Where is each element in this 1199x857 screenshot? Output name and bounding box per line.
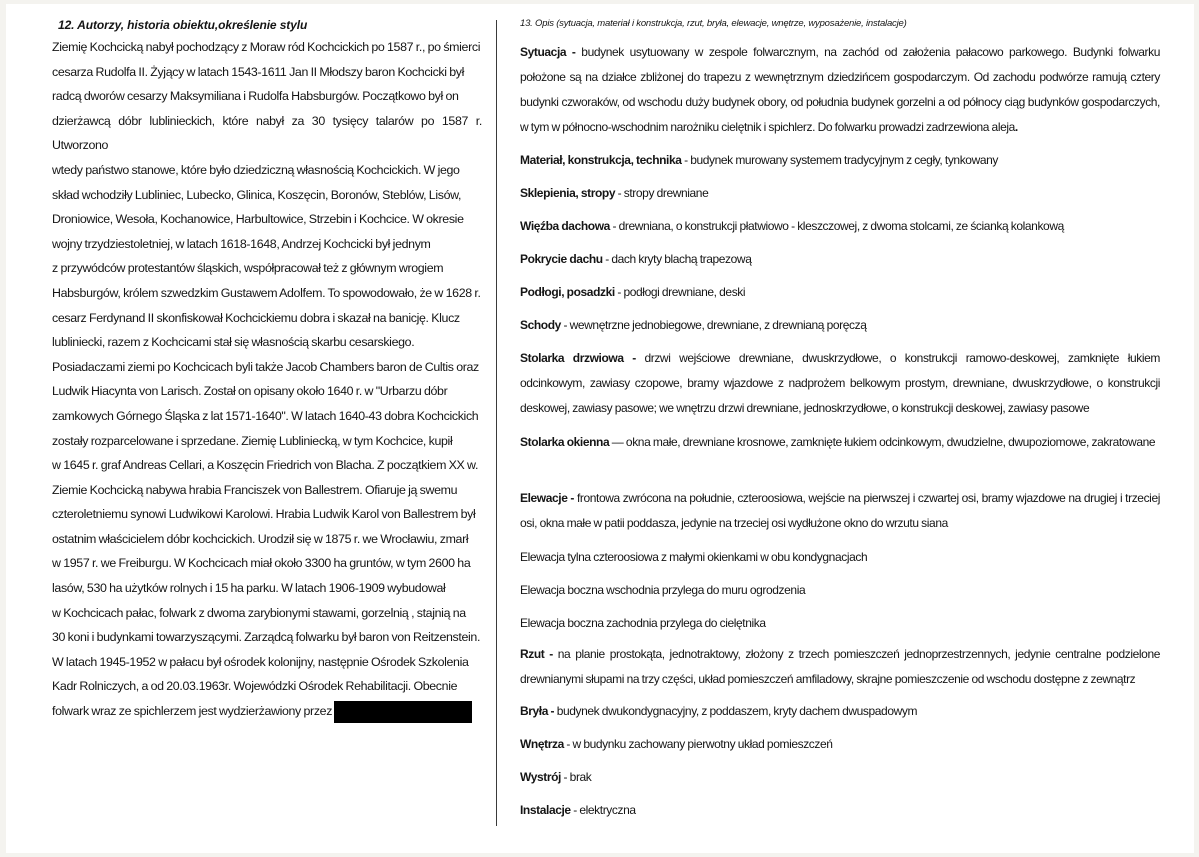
entry-text: na planie prostokąta, jednotraktowy, złożony z trzech pomieszczeń jednoprzestrzennych, jedynie centralne podzielone drewnianymi słupami na trzy części, układ pomieszczeń amfiladowy, skrajne pomieszczenie od wschodu dostępne z zewnątrz <box>520 647 1160 686</box>
entry-pokrycie <box>520 251 1160 267</box>
entry-material <box>520 152 1160 168</box>
entry-text: - elektryczna <box>570 803 636 817</box>
entry-label: Sklepienia, stropy <box>520 186 616 200</box>
history-line: lasów, 530 ha użytków rolnych i 15 ha parku. W latach 1906-1909 wybudował <box>52 581 446 596</box>
entry-label: Podłogi, posadzki <box>520 285 615 299</box>
entry-label: Stolarka drzwiowa - <box>520 351 636 365</box>
entry-sytuacja <box>520 40 1160 140</box>
entry-label: Schody <box>520 318 561 332</box>
entry-label: Wnętrza <box>520 737 564 751</box>
entry-label: Elewacje - <box>520 491 575 505</box>
entry-elewacja-tylna <box>520 549 1160 565</box>
history-line: 30 koni i budynkami towarzyszącymi. Zarządcą folwarku był baron von Reitzenstein. <box>52 630 481 645</box>
history-line: w 1957 r. we Freiburgu. W Kochcicach miał około 3300 ha gruntów, w tym 2600 ha <box>52 556 471 571</box>
entry-rzut <box>520 642 1160 692</box>
entry-text: budynek dwukondygnacyjny, z poddaszem, kryty dachem dwuspadowym <box>554 704 918 718</box>
history-line: Ziemie Kochcicką nabywa hrabia Franciszek von Ballestrem. Ofiaruje ją swemu <box>52 482 458 497</box>
entry-sklepienia <box>520 185 1160 201</box>
entry-label: Stolarka okienna <box>520 435 610 449</box>
entry-label: Materiał, konstrukcja, technika <box>520 153 682 167</box>
entry-elewacja-wschodnia <box>520 582 1160 598</box>
entry-text: frontowa zwrócona na południe, czteroosiowa, wejście na pierwszej i czwartej osi, bramy wjazdowe na drugiej i trzeciej osi, okna małe w patii poddasza, jedynie na trzeciej osi wydłużone okno do wrzutu siana <box>520 491 1160 530</box>
entry-text: - stropy drewniane <box>615 186 709 200</box>
column-divider <box>496 20 497 826</box>
entry-label: Sytuacja - <box>520 45 576 59</box>
history-line: wojny trzydziestoletniej, w latach 1618-1648, Andrzej Kochcicki był jednym <box>52 236 431 251</box>
history-line: W latach 1945-1952 w pałacu był ośrodek kolonijny, następnie Ośrodek Szkolenia <box>52 654 469 669</box>
entry-wiezba <box>520 218 1160 234</box>
entry-schody <box>520 317 1160 333</box>
section-13-heading: 13. Opis (sytuacja, materiał i konstrukcja, rzut, bryła, elewacje, wnętrze, wyposażenie, instalacje) <box>520 18 907 29</box>
entry-elewacje <box>520 486 1160 536</box>
entry-elewacja-zachodnia <box>520 615 1160 631</box>
history-line: Habsburgów, królem szwedzkim Gustawem Adolfem. To spowodowało, że w 1628 r. <box>52 285 481 300</box>
section-12-body <box>52 35 482 724</box>
history-line: w Kochcicach pałac, folwark z dwoma zarybionymi stawami, gorzelnią , stajnią na <box>52 605 466 620</box>
entry-label: Więźba dachowa <box>520 219 610 233</box>
entry-instalacje <box>520 802 1160 818</box>
entry-text: Elewacja boczna zachodnia przylega do cielętnika <box>520 616 766 630</box>
entry-text: — okna małe, drewniane krosnowe, zamknięte łukiem odcinkowym, dwudzielne, dwupoziomowe, zakratowane <box>609 435 1156 449</box>
entry-text: - podłogi drewniane, deski <box>614 285 746 299</box>
history-line: zamkowych Górnego Śląska z lat 1571-1640". W latach 1640-43 dobra Kochcickich <box>52 408 479 423</box>
entry-label: Instalacje <box>520 803 571 817</box>
entry-text: Elewacja boczna wschodnia przylega do muru ogrodzenia <box>520 583 806 597</box>
entry-label: Pokrycie dachu <box>520 252 603 266</box>
entry-text: Elewacja tylna czteroosiowa z małymi okienkami w obu kondygnacjach <box>520 550 868 564</box>
history-line-text: folwark wraz ze spichlerzem jest wydzierżawiony przez <box>52 704 333 719</box>
entry-podlogi <box>520 284 1160 300</box>
entry-wystroj <box>520 769 1160 785</box>
history-line-last <box>52 699 482 724</box>
history-line: Posiadaczami ziemi po Kochcicach byli także Jacob Chambers baron de Cultis oraz <box>52 359 479 374</box>
section-12 <box>52 18 482 724</box>
entry-text: - budynek murowany systemem tradycyjnym z cegły, tynkowany <box>681 153 998 167</box>
entry-wnetrza <box>520 736 1160 752</box>
section-13 <box>514 18 1164 35</box>
entry-text: - dach kryty blachą trapezową <box>602 252 752 266</box>
entry-text: - drewniana, o konstrukcji płatwiowo - kleszczowej, z dwoma stolcami, ze ścianką kolankową <box>609 219 1064 233</box>
entry-text: - brak <box>561 770 592 784</box>
history-line: Droniowice, Wesoła, Kochanowice, Harbultowice, Strzebin i Kochcice. W okresie <box>52 212 464 227</box>
entry-label: Rzut - <box>520 647 553 661</box>
history-line: Ludwik Hiacynta von Larisch. Został on opisany około 1640 r. w "Urbarzu dóbr <box>52 384 448 399</box>
entry-stolarka-okienna <box>520 430 1160 455</box>
history-line: dzierżawcą dóbr lublinieckich, które nabył za 30 tysięcy talarów po 1587 r. Utworzono <box>52 113 482 153</box>
history-line: zostały rozparcelowane i sprzedane. Ziemię Lubliniecką, w tym Kochcice, kupił <box>52 433 453 448</box>
history-line: wtedy państwo stanowe, które było dziedziczną własnością Kochcickich. W jego <box>52 162 460 177</box>
entry-text: budynek usytuowany w zespole folwarcznym, na zachód od założenia pałacowo parkowego. Budynki folwarku położone są na działce zbliżonej do trapezu z wewnętrznym dziedzińcem gospodarczym. Od zachodu podwórze ramują cztery budynki czworaków, od wschodu duży budynek obory, od południa budynek gorzelni a od północy ciąg budynków gospodarczych, w tym w północno-wschodnim narożniku cielętnik i spichlerz. Do folwarku prowadzi zadrzewiona aleja <box>520 45 1160 134</box>
entry-text: - w budynku zachowany pierwotny układ pomieszczeń <box>563 737 833 751</box>
history-line: czteroletniemu synowi Ludwikowi Karolowi. Hrabia Ludwik Karol von Ballestrem był <box>52 507 476 522</box>
history-line: Ziemię Kochcicką nabył pochodzący z Moraw ród Kochcickich po 1587 r., po śmierci <box>52 40 481 54</box>
history-line: skład wchodziły Lubliniec, Lubecko, Glinica, Koszęcin, Boronów, Steblów, Lisów, <box>52 187 462 202</box>
redaction-bar <box>334 701 472 723</box>
history-line: lubliniecki, razem z Kochcicami stał się własnością skarbu cesarskiego. <box>52 335 415 350</box>
history-line: ostatnim właścicielem dóbr kochcickich. Urodził się w 1875 r. we Wrocławiu, zmarł <box>52 531 469 546</box>
entry-text: - wewnętrzne jednobiegowe, drewniane, z drewnianą poręczą <box>560 318 867 332</box>
history-line: cesarz Ferdynand II skonfiskował Kochcickiemu dobra i skazał na banicję. Klucz <box>52 310 460 325</box>
history-line: Kadr Rolniczych, a od 20.03.1963r. Wojewódzki Ośrodek Rehabilitacji. Obecnie <box>52 679 458 694</box>
history-line: z przywódców protestantów śląskich, współpracował też z głównym wrogiem <box>52 261 444 276</box>
entry-text: drzwi wejściowe drewniane, dwuskrzydłowe, o konstrukcji ramowo-deskowej, zamknięte łukiem odcinkowym, zawiasy czopowe, bramy wjazdowe z nadprożem belkowym prostym, drewniane, dwuskrzydłowe, o konstrukcji deskowej, zawiasy pasowe; we wnętrzu drzwi drewniane, jednoskrzydłowe, o konstrukcji deskowej, zawiasy pasowe <box>520 351 1160 415</box>
history-line: cesarza Rudolfa II. Żyjący w latach 1543-1611 Jan II Młodszy baron Kochcicki był <box>52 64 465 79</box>
entry-bryla <box>520 703 1160 719</box>
history-line: radcą dworów cesarzy Maksymiliana i Rudolfa Habsburgów. Początkowo był on <box>52 89 459 104</box>
entry-label: Bryła - <box>520 704 555 718</box>
entry-stolarka-drzwiowa <box>520 346 1160 421</box>
entry-label: Wystrój <box>520 770 561 784</box>
entry-period: . <box>1014 120 1018 134</box>
section-12-heading: 12. Autorzy, historia obiektu,określenie stylu <box>58 18 308 32</box>
history-line: w 1645 r. graf Andreas Cellari, a Koszęcin Friedrich von Blacha. Z początkiem XX w. <box>52 458 479 473</box>
